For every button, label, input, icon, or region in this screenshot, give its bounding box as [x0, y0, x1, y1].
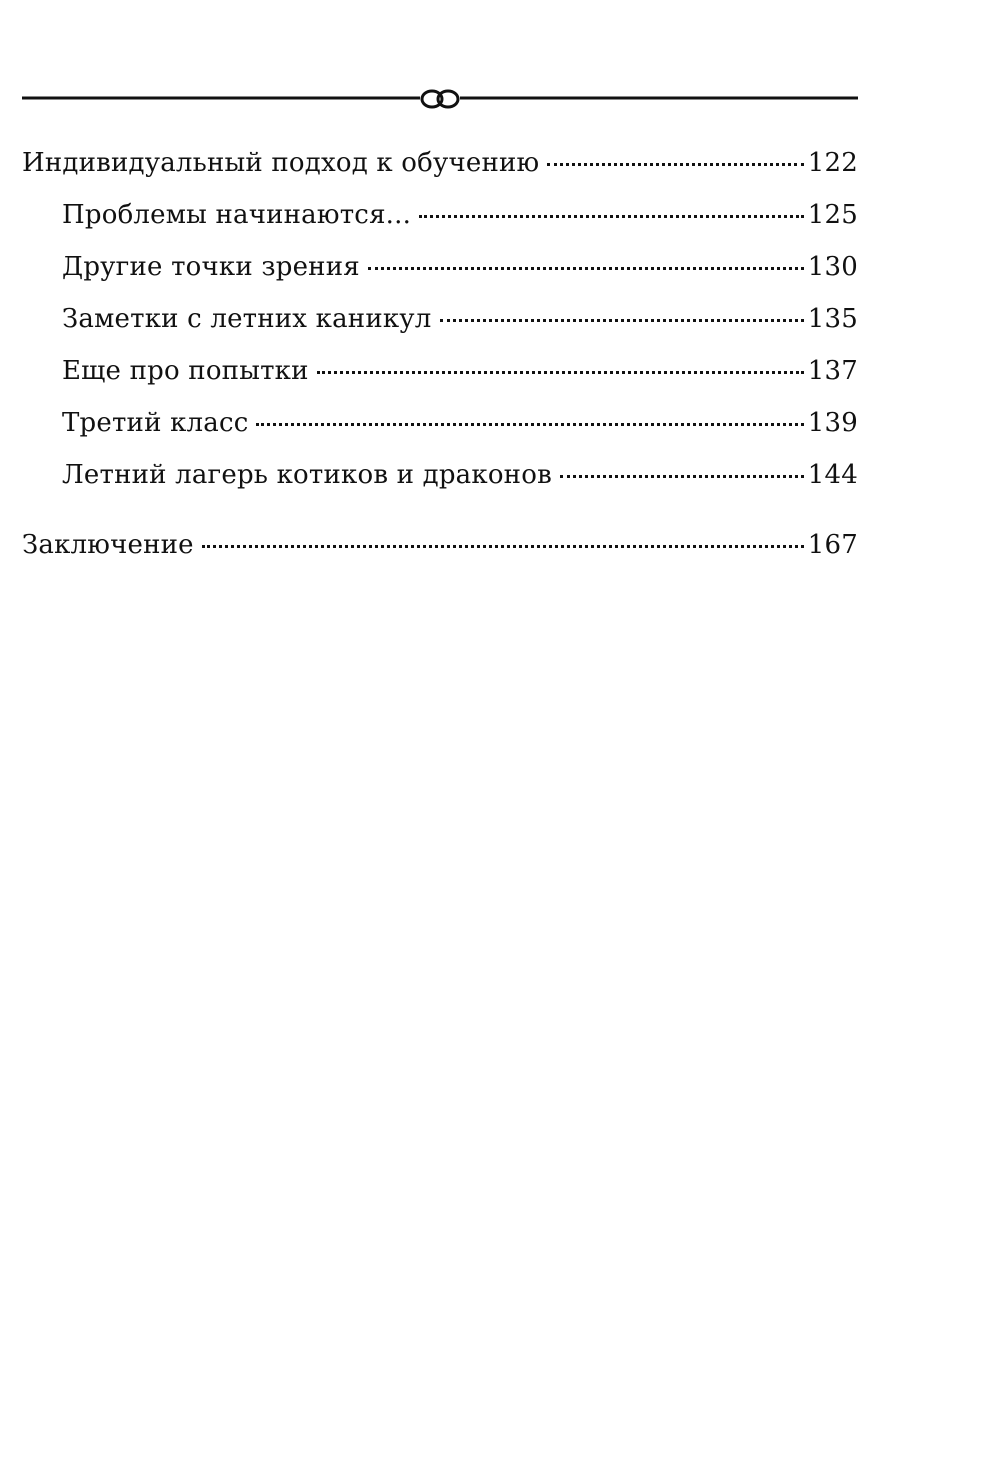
toc-entry-title: Проблемы начинаются... — [62, 200, 412, 230]
toc-dot-leader — [202, 545, 804, 548]
toc-entry — [22, 530, 858, 582]
table-of-contents — [22, 148, 858, 582]
toc-entry-page: 125 — [807, 200, 858, 230]
toc-entry — [22, 356, 858, 408]
toc-dot-leader — [368, 267, 804, 270]
toc-entry-title: Еще про попытки — [62, 356, 309, 386]
toc-entry — [22, 200, 858, 252]
toc-entry-page: 144 — [807, 460, 858, 490]
toc-entry — [22, 148, 858, 200]
toc-dot-leader — [256, 423, 803, 426]
toc-dot-leader — [317, 371, 804, 374]
toc-entry-title: Индивидуальный подход к обучению — [22, 148, 540, 178]
toc-entry-title: Другие точки зрения — [62, 252, 360, 282]
toc-entry-page: 139 — [807, 408, 858, 438]
toc-dot-leader — [419, 215, 804, 218]
toc-dot-leader — [560, 475, 804, 478]
toc-entry-page: 130 — [807, 252, 858, 282]
toc-entry-page: 137 — [807, 356, 858, 386]
toc-entry-title: Третий класс — [62, 408, 249, 438]
toc-entry-page: 167 — [807, 530, 858, 560]
toc-entry — [22, 408, 858, 460]
toc-dot-leader — [440, 319, 804, 322]
infinity-ornament-icon — [22, 78, 858, 118]
toc-entry-page: 122 — [807, 148, 858, 178]
toc-dot-leader — [547, 163, 803, 166]
toc-entry — [22, 252, 858, 304]
toc-entry — [22, 304, 858, 356]
toc-entry-title: Заключение — [22, 530, 194, 560]
toc-entry-page: 135 — [807, 304, 858, 334]
toc-entry — [22, 460, 858, 512]
toc-entry-title: Заметки с летних каникул — [62, 304, 432, 334]
header-ornament — [22, 78, 858, 118]
toc-entry-title: Летний лагерь котиков и драконов — [62, 460, 552, 490]
